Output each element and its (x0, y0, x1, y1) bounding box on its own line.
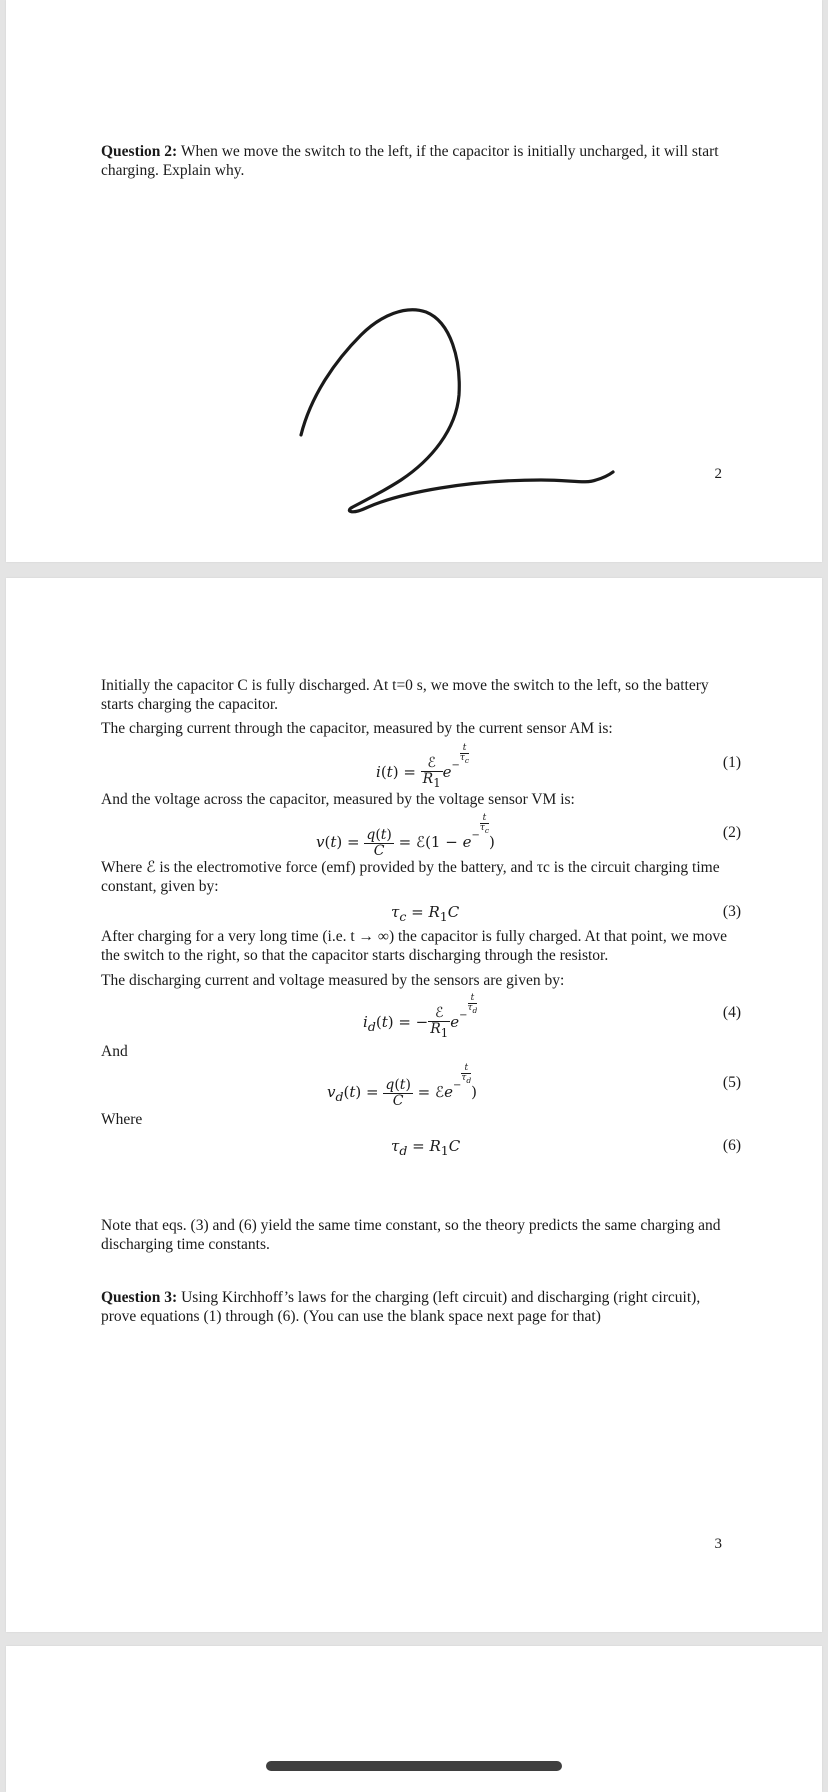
equation-1-number: (1) (722, 754, 741, 771)
equation-4 (101, 993, 741, 1040)
home-indicator[interactable] (266, 1761, 562, 1771)
page-number: 2 (714, 466, 722, 482)
equation-3-number: (3) (722, 903, 741, 920)
equation-1 (101, 743, 741, 790)
question-2-label: Question 2: (101, 143, 178, 160)
word-where: Where (101, 1111, 143, 1128)
equation-2-formula: v(t) = $\frac{q(t)}{C}$ = ℰ(1 − $e^{- \frac{t}{\tau_c}}$ ) (316, 813, 495, 859)
equation-6-number: (6) (722, 1137, 741, 1154)
page-number: 3 (714, 1536, 722, 1552)
paragraph-where-emf: Where ℰ is the electromotive force (emf) provided by the battery, and τc is the circuit charging time constant, given by: (101, 859, 720, 895)
equation-4-number: (4) (722, 1004, 741, 1021)
paragraph-after-charging: After charging for a very long time (i.e. t → ∞) the capacitor is fully charged. At that point, we move the switch to the right, so that the capacitor starts discharging through the resistor. (101, 928, 727, 964)
paragraph-initial-state: Initially the capacitor C is fully discharged. At t=0 s, we move the switch to the left, so the battery starts charging the capacitor. (101, 677, 709, 713)
equation-6-formula: $\tau_d = R_1C$ (391, 1137, 461, 1158)
equation-5-formula: $v_d(t)$ = $\frac{q(t)}{C}$ = ℰe$^{- \frac{t}{\tau_d}}$ ) (327, 1063, 478, 1109)
paragraph-discharging: The discharging current and voltage measured by the sensors are given by: (101, 972, 565, 989)
question-2-text: When we move the switch to the left, if the capacitor is initially uncharged, it will start charging. Explain why. (101, 143, 719, 179)
equation-6 (101, 1134, 741, 1174)
equation-5-number: (5) (722, 1074, 741, 1091)
word-and: And (101, 1043, 128, 1060)
equation-2-number: (2) (722, 824, 741, 841)
page-3 (6, 578, 822, 1632)
handwritten-2-sketch-icon (291, 300, 651, 520)
paragraph-charging-current: The charging current through the capacitor, measured by the current sensor AM is: (101, 720, 613, 737)
page-2 (6, 0, 822, 562)
equation-1-formula: i(t) = $\frac{\text{ℰ}}{R_1}$ $e^{- \frac{t}{\tau_c}}$ (376, 743, 470, 790)
question-3 (101, 1288, 731, 1326)
paragraph-note: Note that eqs. (3) and (6) yield the same time constant, so the theory predicts the same charging and discharging time constants. (101, 1217, 721, 1253)
equation-2 (101, 813, 741, 859)
question-2 (101, 142, 731, 180)
question-3-text: Using Kirchhoff’s laws for the charging (left circuit) and discharging (right circuit), prove equations (1) through (6). (You can use the blank space next page for that) (101, 1289, 701, 1325)
equation-5 (101, 1063, 741, 1109)
paragraph-voltage: And the voltage across the capacitor, measured by the voltage sensor VM is: (101, 791, 575, 808)
equation-4-formula: $i_d(t)$ = − $\frac{\text{ℰ}}{R_1}$ $e^{- \frac{t}{\tau_d}}$ (363, 993, 478, 1040)
question-3-label: Question 3: (101, 1289, 178, 1306)
equation-3-formula: $\tau_c = R_1C$ (391, 903, 460, 924)
